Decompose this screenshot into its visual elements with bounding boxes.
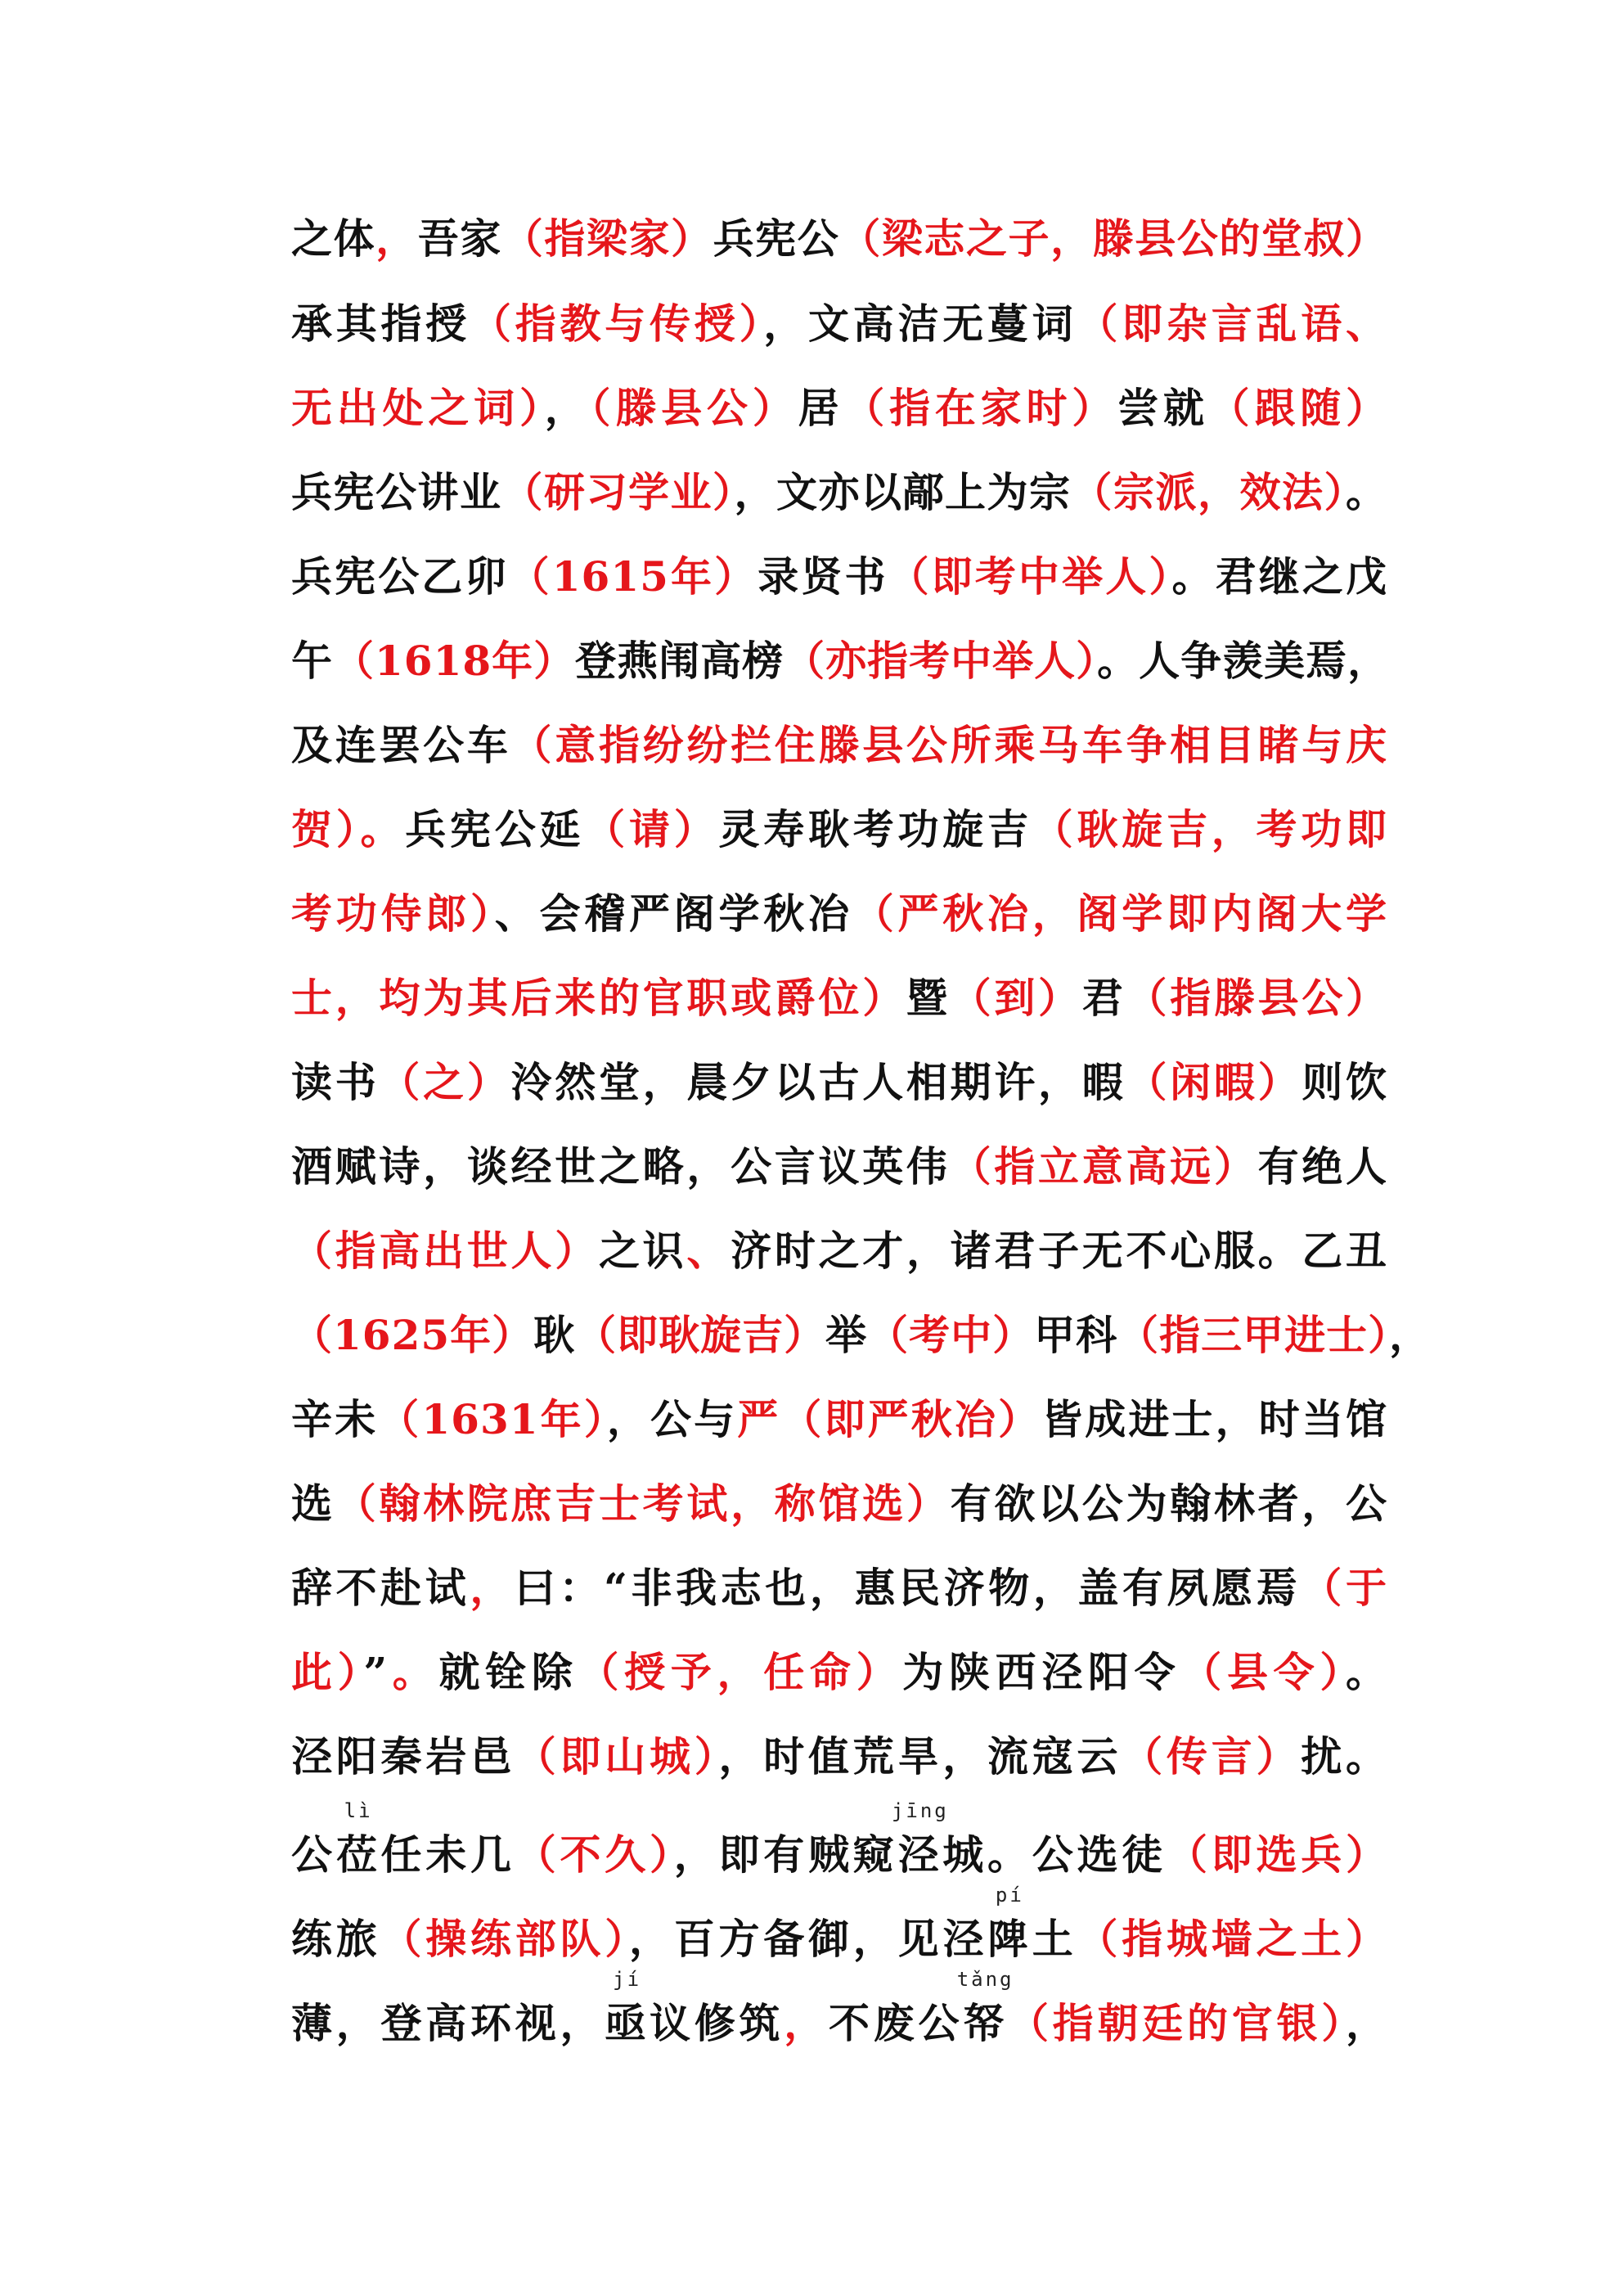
classical-text: ，百方备御，见泾陴土 bbox=[629, 1915, 1077, 1963]
annotation-text: ， bbox=[784, 1999, 829, 2047]
classical-text: ，文高洁无蔓词 bbox=[763, 299, 1077, 348]
classical-text: 就铨除 bbox=[438, 1648, 578, 1696]
classical-text: 登燕闱高榜 bbox=[575, 637, 785, 685]
classical-text: 薄，登高环视，亟议修筑 bbox=[291, 1999, 785, 2047]
classical-text: ， bbox=[544, 384, 591, 432]
annotation-text: （考中） bbox=[867, 1311, 1035, 1359]
annotation-text: （即选兵） bbox=[1167, 1830, 1387, 1879]
annotation-text: （于 bbox=[1301, 1564, 1387, 1612]
classical-text: 。 bbox=[1346, 1648, 1388, 1696]
classical-text: ” bbox=[363, 1648, 389, 1696]
text-line bbox=[291, 450, 1387, 535]
annotation-text: （研习学业） bbox=[501, 468, 735, 516]
annotation-text: 严（即严秋冶） bbox=[737, 1395, 1042, 1443]
classical-text: 。君继之戊 bbox=[1171, 552, 1388, 601]
classical-text: 则饮 bbox=[1302, 1058, 1388, 1106]
annotation-text: （指在家时） bbox=[843, 384, 1118, 432]
pinyin-annotation: lì bbox=[344, 1799, 373, 1822]
text-line bbox=[291, 871, 1387, 957]
classical-text: 举 bbox=[825, 1311, 868, 1359]
classical-text: 兵宪公 bbox=[713, 214, 840, 263]
annotation-text: ， bbox=[470, 1564, 515, 1612]
text-line bbox=[291, 1209, 1387, 1294]
classical-text: 兵宪公乙卯 bbox=[291, 552, 509, 601]
annotation-text: 无出处之词） bbox=[291, 384, 545, 432]
annotation-text: （意指纷纷拦住滕县公所乘马车争相目睹与庆 bbox=[510, 721, 1388, 769]
classical-text: 公莅任未几 bbox=[291, 1830, 515, 1879]
classical-text: 皆成进士，时当馆 bbox=[1041, 1395, 1388, 1443]
classical-text: 吾家 bbox=[417, 214, 502, 263]
annotation-text: （即杂言乱语、 bbox=[1077, 299, 1387, 348]
text-line bbox=[291, 1981, 1387, 2066]
text-line bbox=[291, 196, 1387, 281]
classical-text: 读书 bbox=[291, 1058, 380, 1106]
annotation-text: ， bbox=[375, 214, 418, 263]
text-line bbox=[291, 619, 1390, 704]
annotation-text: （梁志之子，滕县公的堂叔） bbox=[839, 214, 1388, 263]
annotation-text: （操练部队） bbox=[380, 1915, 629, 1963]
classical-text: 扰。 bbox=[1301, 1732, 1387, 1781]
classical-text: 及连罢公车 bbox=[291, 721, 511, 769]
text-line bbox=[291, 1630, 1387, 1715]
annotation-text: （指滕县公） bbox=[1126, 974, 1388, 1022]
classical-text: 居 bbox=[798, 384, 844, 432]
annotation-text: （到） bbox=[950, 974, 1082, 1022]
classical-text: ，时值荒旱，流寇云 bbox=[718, 1732, 1122, 1781]
classical-text: 甲科 bbox=[1034, 1311, 1118, 1359]
annotation-text: （亦指考中举人） bbox=[784, 637, 1098, 685]
classical-text: 有绝人 bbox=[1257, 1142, 1388, 1191]
annotation-text: （1615年） bbox=[508, 552, 758, 601]
annotation-text: （指立意高远） bbox=[950, 1142, 1258, 1191]
text-line bbox=[291, 1897, 1387, 1982]
classical-text: 录贤书 bbox=[758, 552, 888, 601]
text-line bbox=[291, 1461, 1387, 1546]
annotation-text: 士，均为其后来的官职或爵位） bbox=[291, 974, 906, 1022]
text-line bbox=[291, 534, 1387, 619]
text-line bbox=[291, 1714, 1387, 1799]
pinyin-annotation: pí bbox=[995, 1884, 1024, 1907]
classical-text: 有欲以公为翰林者，公 bbox=[950, 1479, 1388, 1528]
annotation-text: （翰林院庶吉士考试，称馆选） bbox=[335, 1479, 951, 1528]
classical-text: 济时之才，诸君子无不心服。乙丑 bbox=[731, 1227, 1388, 1275]
annotation-text: （指朝廷的官银） bbox=[1008, 1999, 1346, 2047]
annotation-text: （跟随） bbox=[1208, 384, 1388, 432]
text-line bbox=[291, 1124, 1387, 1209]
annotation-text: （即山城） bbox=[515, 1732, 719, 1781]
annotation-text: （即耿旋吉） bbox=[575, 1311, 826, 1359]
annotation-text: （传言） bbox=[1122, 1732, 1302, 1781]
text-line bbox=[291, 956, 1387, 1041]
annotation-text: （指梁家） bbox=[501, 214, 713, 263]
text-line bbox=[291, 787, 1387, 872]
classical-text: 兵宪公延 bbox=[405, 805, 585, 853]
classical-text: 耿 bbox=[533, 1311, 576, 1359]
classical-text: 承其指授 bbox=[291, 299, 470, 348]
classical-text: 之识 bbox=[598, 1227, 687, 1275]
classical-text: 为陕西泾阳令 bbox=[902, 1648, 1181, 1696]
classical-text: 曰：“非我志也，惠民济物，盖有夙愿焉 bbox=[514, 1564, 1302, 1612]
annotation-text: 、 bbox=[686, 1227, 731, 1275]
classical-text: 。人争羡美焉， bbox=[1097, 637, 1390, 685]
classical-text: 酒赋诗，谈经世之略，公言议英伟 bbox=[291, 1142, 951, 1191]
pinyin-annotation: tǎng bbox=[956, 1968, 1014, 1991]
annotation-text: （耿旋吉，考功即 bbox=[1032, 805, 1387, 853]
classical-text: ， bbox=[1389, 1311, 1432, 1359]
pinyin-annotation: jí bbox=[613, 1968, 642, 1991]
classical-text: 兵宪公讲业 bbox=[291, 468, 502, 516]
pinyin-annotation: jīng bbox=[891, 1799, 949, 1822]
classical-text: 君 bbox=[1081, 974, 1126, 1022]
classical-text: 练旅 bbox=[291, 1915, 381, 1963]
classical-text: 之体 bbox=[291, 214, 376, 263]
text-line bbox=[291, 1377, 1387, 1462]
text-line bbox=[291, 281, 1387, 367]
annotation-text: 贺）。 bbox=[291, 805, 406, 853]
annotation-text: 考功侍郎） bbox=[291, 889, 495, 938]
classical-text: 不废公帑 bbox=[829, 1999, 1008, 2047]
annotation-text: （1618年） bbox=[333, 637, 576, 685]
annotation-text: （严秋冶，阁学即内阁大学 bbox=[852, 889, 1387, 938]
annotation-text: 此） bbox=[291, 1648, 364, 1696]
annotation-text: （指三甲进士） bbox=[1117, 1311, 1390, 1359]
annotation-text: （宗派，效法） bbox=[1071, 468, 1346, 516]
classical-text: 、会稽严阁学秋冶 bbox=[494, 889, 853, 938]
classical-text: 。 bbox=[1346, 468, 1387, 516]
classical-text: ， bbox=[1346, 1999, 1387, 2047]
text-line bbox=[291, 366, 1387, 451]
classical-text: 辞不赴试 bbox=[291, 1564, 470, 1612]
text-line bbox=[291, 1546, 1387, 1631]
annotation-text: （滕县公） bbox=[590, 384, 798, 432]
annotation-text: （1625年） bbox=[291, 1311, 534, 1359]
classical-text: 选 bbox=[291, 1479, 335, 1528]
annotation-text: （授予，任命） bbox=[578, 1648, 903, 1696]
classical-text: ，即有贼窥泾城。公选徒 bbox=[673, 1830, 1167, 1879]
annotation-text: （指教与传授） bbox=[470, 299, 764, 348]
classical-text: 辛未 bbox=[291, 1395, 379, 1443]
annotation-text: 。 bbox=[388, 1648, 439, 1696]
annotation-text: （指城墙之土） bbox=[1077, 1915, 1387, 1963]
classical-text: 泾阳秦岩邑 bbox=[291, 1732, 515, 1781]
annotation-text: （1631年） bbox=[378, 1395, 607, 1443]
annotation-text: （请） bbox=[584, 805, 719, 853]
annotation-text: （指高出世人） bbox=[291, 1227, 599, 1275]
annotation-text: （闲暇） bbox=[1126, 1058, 1302, 1106]
annotation-text: （即考中举人） bbox=[888, 552, 1172, 601]
classical-text: 暨 bbox=[906, 974, 951, 1022]
text-line bbox=[291, 1293, 1432, 1378]
text-line bbox=[291, 703, 1387, 788]
classical-text: 灵寿耿考功旋吉 bbox=[718, 805, 1032, 853]
annotation-text: （不久） bbox=[515, 1830, 674, 1879]
classical-text: 午 bbox=[291, 637, 333, 685]
classical-text: ，文亦以鄗上为宗 bbox=[734, 468, 1072, 516]
text-line bbox=[291, 1812, 1387, 1898]
annotation-text: （之） bbox=[379, 1058, 511, 1106]
classical-text: 尝就 bbox=[1117, 384, 1209, 432]
classical-text: ，公与 bbox=[606, 1395, 738, 1443]
classical-text: 泠然堂，晨夕以古人相期许，暇 bbox=[510, 1058, 1126, 1106]
annotation-text: （县令） bbox=[1180, 1648, 1347, 1696]
text-line bbox=[291, 1040, 1387, 1125]
